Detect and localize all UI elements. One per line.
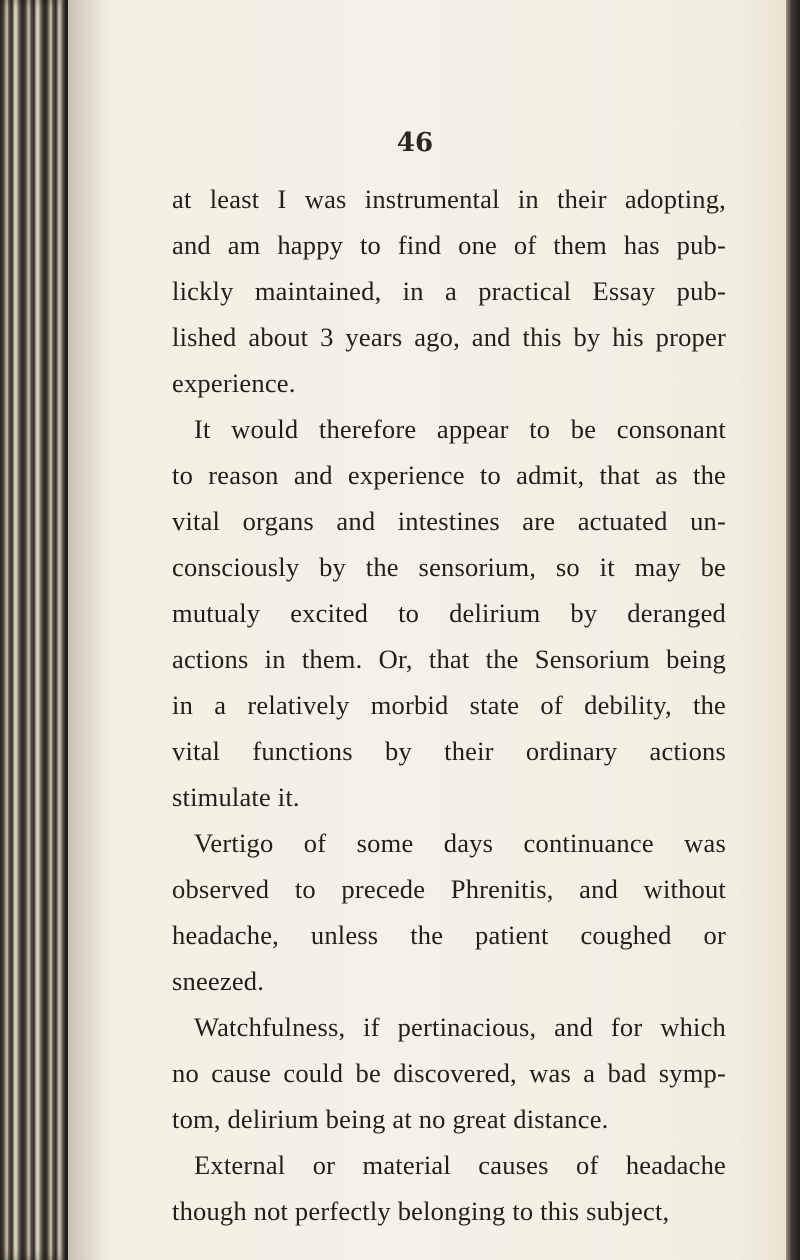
body-text — [172, 176, 726, 1234]
text-line: though not perfectly belonging to this subject, — [172, 1196, 670, 1226]
text-line: stimulate it. — [172, 782, 300, 812]
text-line: Watchfulness, if pertinacious, and for which — [194, 1012, 726, 1042]
text-line: no cause could be discovered, was a bad symp- — [172, 1058, 726, 1088]
text-line: to reason and experience to admit, that as the — [172, 460, 726, 490]
text-line: observed to precede Phrenitis, and without — [172, 874, 726, 904]
text-line: mutualy excited to delirium by deranged — [172, 598, 726, 628]
page-number: 46 — [396, 128, 434, 158]
gutter-shadow — [68, 0, 108, 1260]
text-line: consciously by the sensorium, so it may be — [172, 552, 726, 582]
text-line: vital functions by their ordinary actions — [172, 736, 726, 766]
text-line: vital organs and intestines are actuated un- — [172, 506, 726, 536]
page-edge — [786, 0, 800, 1260]
text-line: headache, unless the patient coughed or — [172, 920, 726, 950]
text-line: actions in them. Or, that the Sensorium being — [172, 644, 726, 674]
text-line: tom, delirium being at no great distance. — [172, 1104, 609, 1134]
text-line: External or material causes of headache — [194, 1150, 726, 1180]
text-line: lished about 3 years ago, and this by his proper — [172, 322, 726, 352]
text-line: It would therefore appear to be consonant — [194, 414, 726, 444]
text-line: experience. — [172, 368, 296, 398]
text-line: in a relatively morbid state of debility, the — [172, 690, 726, 720]
text-line: and am happy to find one of them has pub- — [172, 230, 726, 260]
text-line: at least I was instrumental in their adopting, — [172, 184, 726, 214]
text-line: lickly maintained, in a practical Essay pub- — [172, 276, 726, 306]
text-line: sneezed. — [172, 966, 265, 996]
binding-gutter — [0, 0, 68, 1260]
text-line: Vertigo of some days continuance was — [194, 828, 726, 858]
